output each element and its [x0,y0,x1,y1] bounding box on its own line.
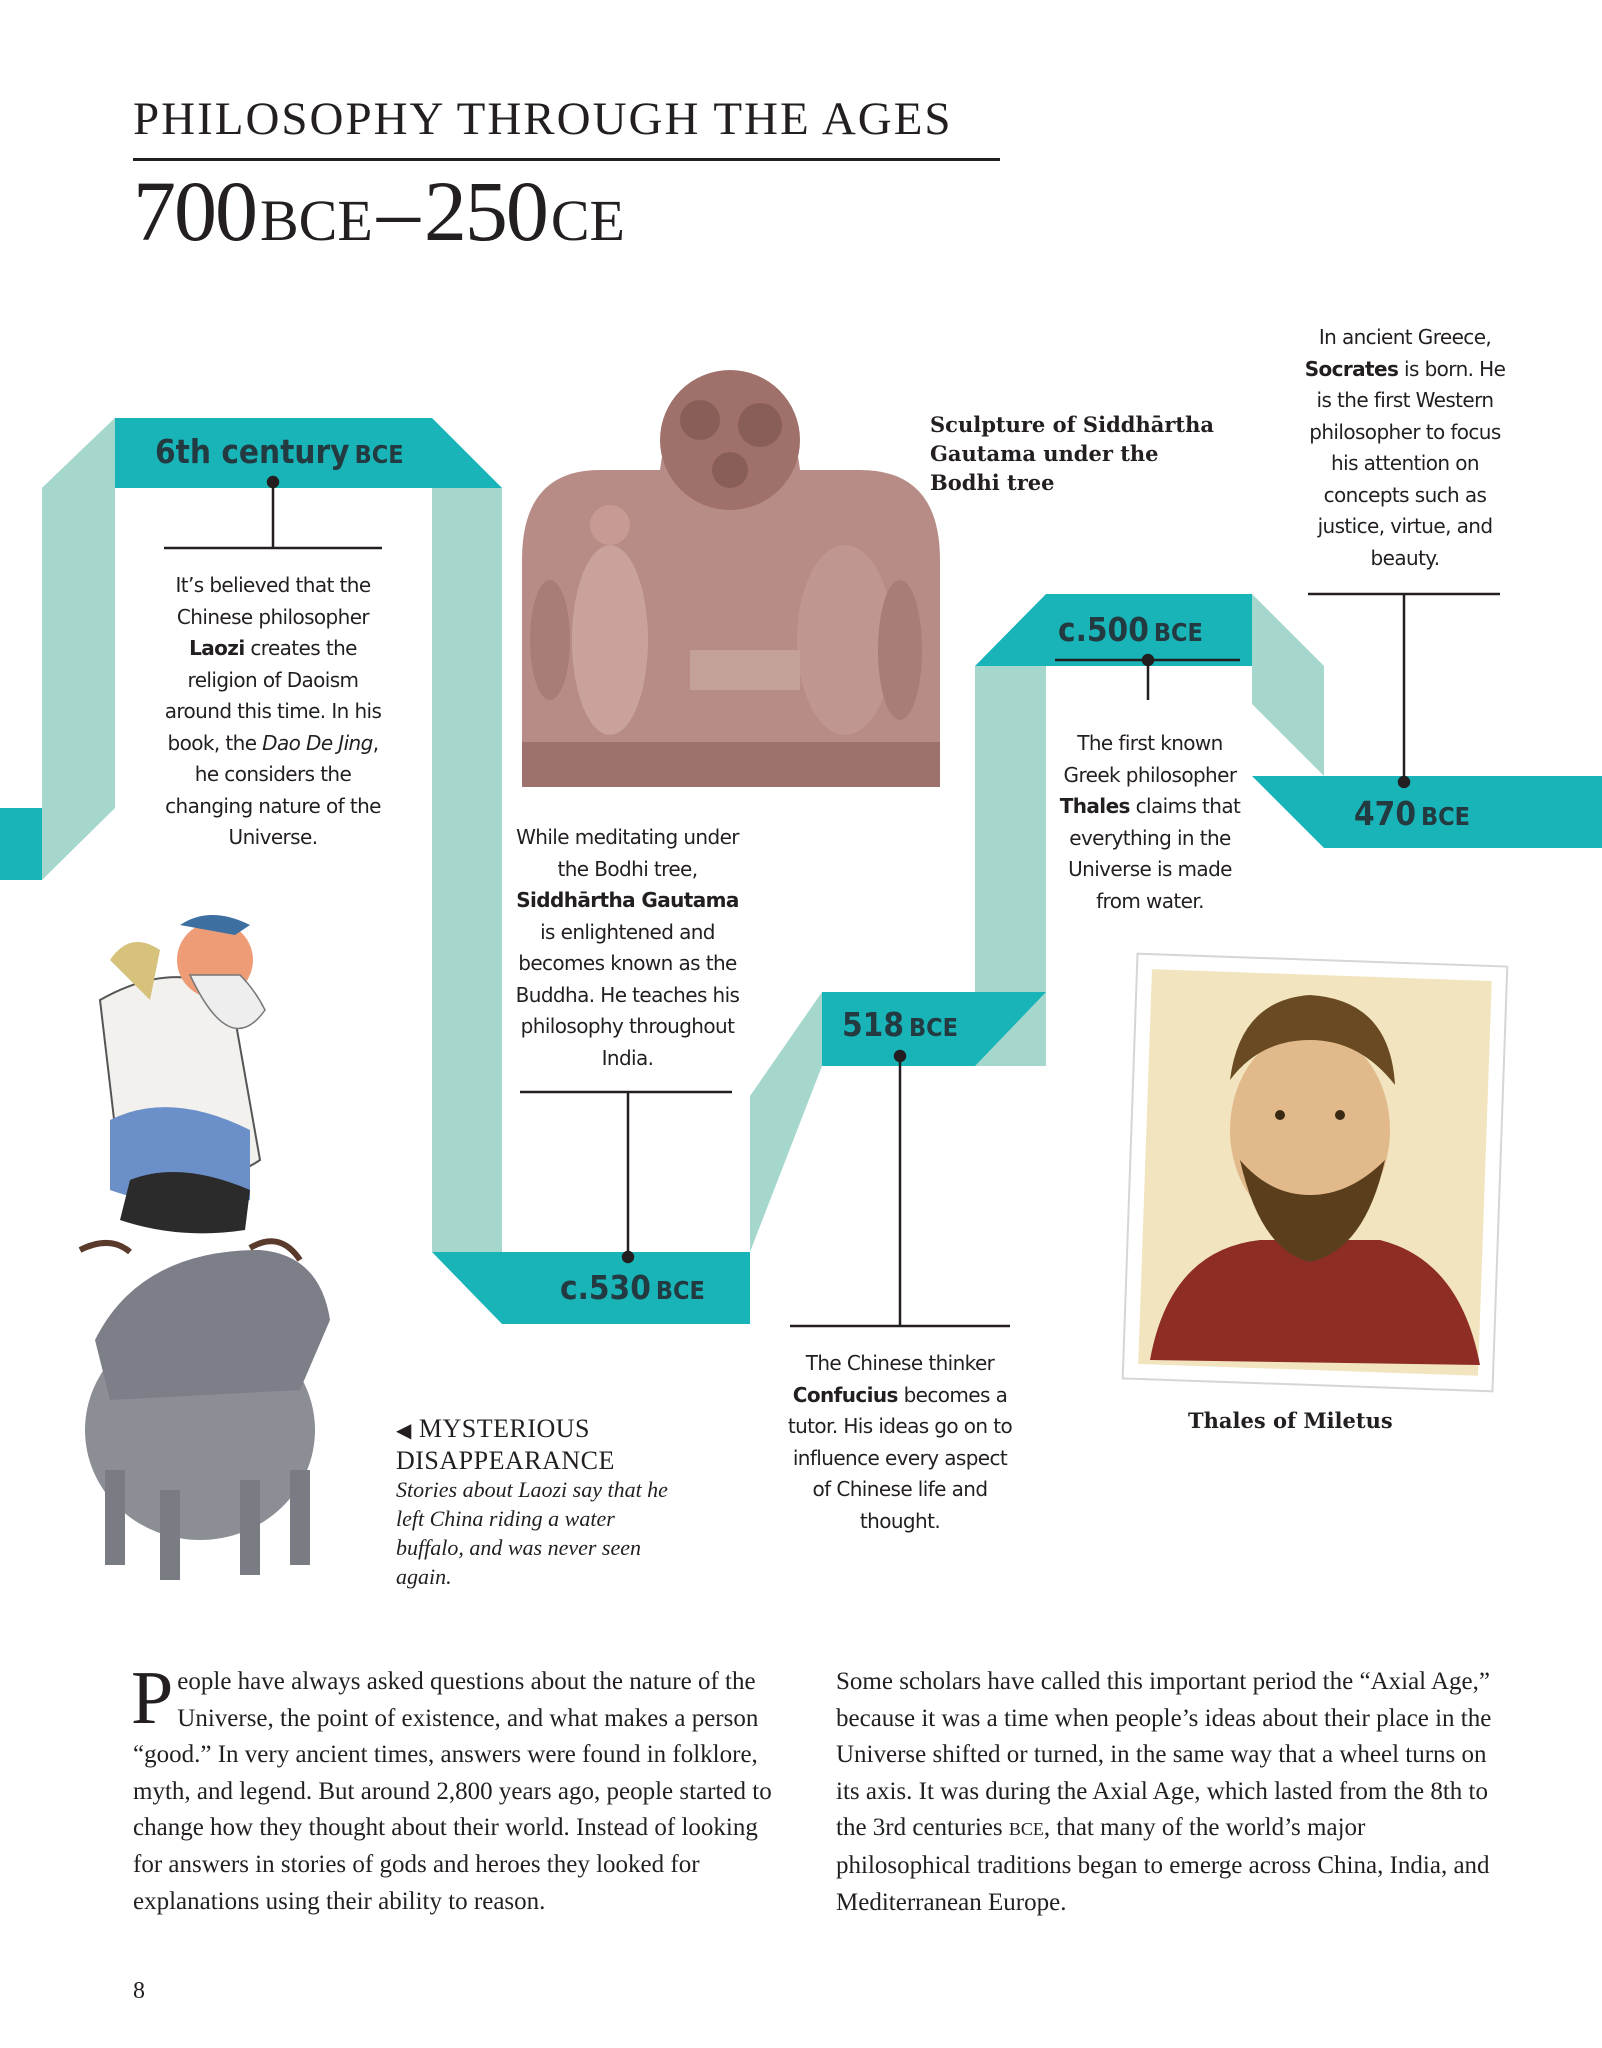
mystery-caption [396,1414,686,1591]
marker-era: BCE [655,1276,705,1305]
marker-470 [1354,794,1470,833]
event-text: is born. He is the first Western philosopher to focus his attention on concepts such as justice, virtue, and beauty. [1309,356,1506,570]
page-number: 8 [133,1978,145,2004]
body-paragraph: eople have always asked questions about the nature of the Universe, the point of existence, and what makes a person “good.” In very ancient times, answers were found in folklore, myth, and legend. But around 2,800 years ago, people started to change how they thought about their world. Instead of looking for answers in stories of gods and heroes they looked for explanations using their ability to reason. [133,1668,772,1915]
event-text: creates the religion of Daoism around this time. In his book, the [164,636,382,755]
era-abbrev: BCE [1008,1819,1044,1840]
buddha-sculpture-image [522,370,940,787]
marker-year: c.500 [1058,610,1149,649]
marker-era: BCE [909,1013,959,1042]
event-name: Thales [1059,794,1130,818]
event-socrates [1300,322,1510,574]
body-column-2 [836,1664,1496,1921]
event-buddha [515,822,740,1074]
marker-year: c.530 [560,1268,651,1307]
marker-6th-century [155,432,404,471]
event-text: It’s believed that the Chinese philosopher [175,573,371,629]
event-text: claims that everything in the Universe is made from water. [1068,794,1241,913]
event-name: Siddhārtha Gautama [516,888,739,912]
marker-era: BCE [1153,618,1203,647]
event-text: The first known Greek philosopher [1063,731,1237,787]
event-name: Socrates [1304,356,1399,381]
book-title: Dao De Jing [262,730,373,755]
sculpture-caption: Sculpture of Siddhārtha Gautama under the Bodhi tree [930,412,1214,495]
series-title: PHILOSOPHY THROUGH THE AGES [133,93,953,145]
date-dash: – [376,163,420,259]
event-name: Laozi [189,636,245,660]
date-start: 700 [133,163,256,259]
event-confucius [785,1348,1015,1537]
mystery-heading [396,1414,686,1475]
event-text: The Chinese thinker [805,1351,995,1375]
date-end: 250 [423,163,547,259]
mystery-title-text: MYSTERIOUS DISAPPEARANCE [396,1414,615,1475]
body-paragraph: Some scholars have called this important period the “Axial Age,” because it was a time when people’s ideas about their place in the Universe shifted or turned, in the same way that a wheel turns on its axis. It was during the Axial Age, which lasted from the 8th to the 3rd centuries [836,1668,1492,1842]
thales-caption: Thales of Miletus [1188,1408,1393,1433]
marker-era: BCE [354,440,404,469]
laozi-buffalo-illustration [80,915,330,1580]
marker-c530 [560,1268,705,1307]
era-start: BCE [260,188,373,253]
marker-c500 [1058,610,1203,649]
ribbon-left-vertical [42,418,115,880]
event-text: , he considers the changing nature of the Universe. [165,730,381,849]
marker-year: 470 [1354,794,1416,833]
event-text: While meditating under the Bodhi tree, [516,825,739,881]
event-thales [1050,728,1250,917]
event-name: Confucius [792,1382,898,1407]
event-text: is enlightened and becomes known as the Buddha. He teaches his philosophy throughout India. [515,919,740,1070]
body-column-1 [131,1656,793,1920]
thales-portrait-image [1123,954,1508,1392]
event-laozi [158,570,388,854]
mystery-body: Stories about Laozi say that he left China riding a water buffalo, and was never seen again. [396,1477,668,1589]
body-paragraph-end: , that many of the world’s major philosophical traditions began to emerge across China, India, and Mediterranean Europe. [836,1814,1490,1916]
pointer-left-icon: ◀ [396,1420,412,1442]
event-text: becomes a tutor. His ideas go on to influence every aspect of Chinese life and thought. [787,1382,1013,1533]
marker-era: BCE [1421,802,1471,831]
event-text: In ancient Greece, [1318,325,1492,349]
marker-year: 518 [842,1005,904,1044]
drop-cap: P [131,1656,174,1740]
marker-year: 6th century [155,432,350,471]
era-end: CE [550,188,625,253]
marker-518 [842,1005,958,1044]
